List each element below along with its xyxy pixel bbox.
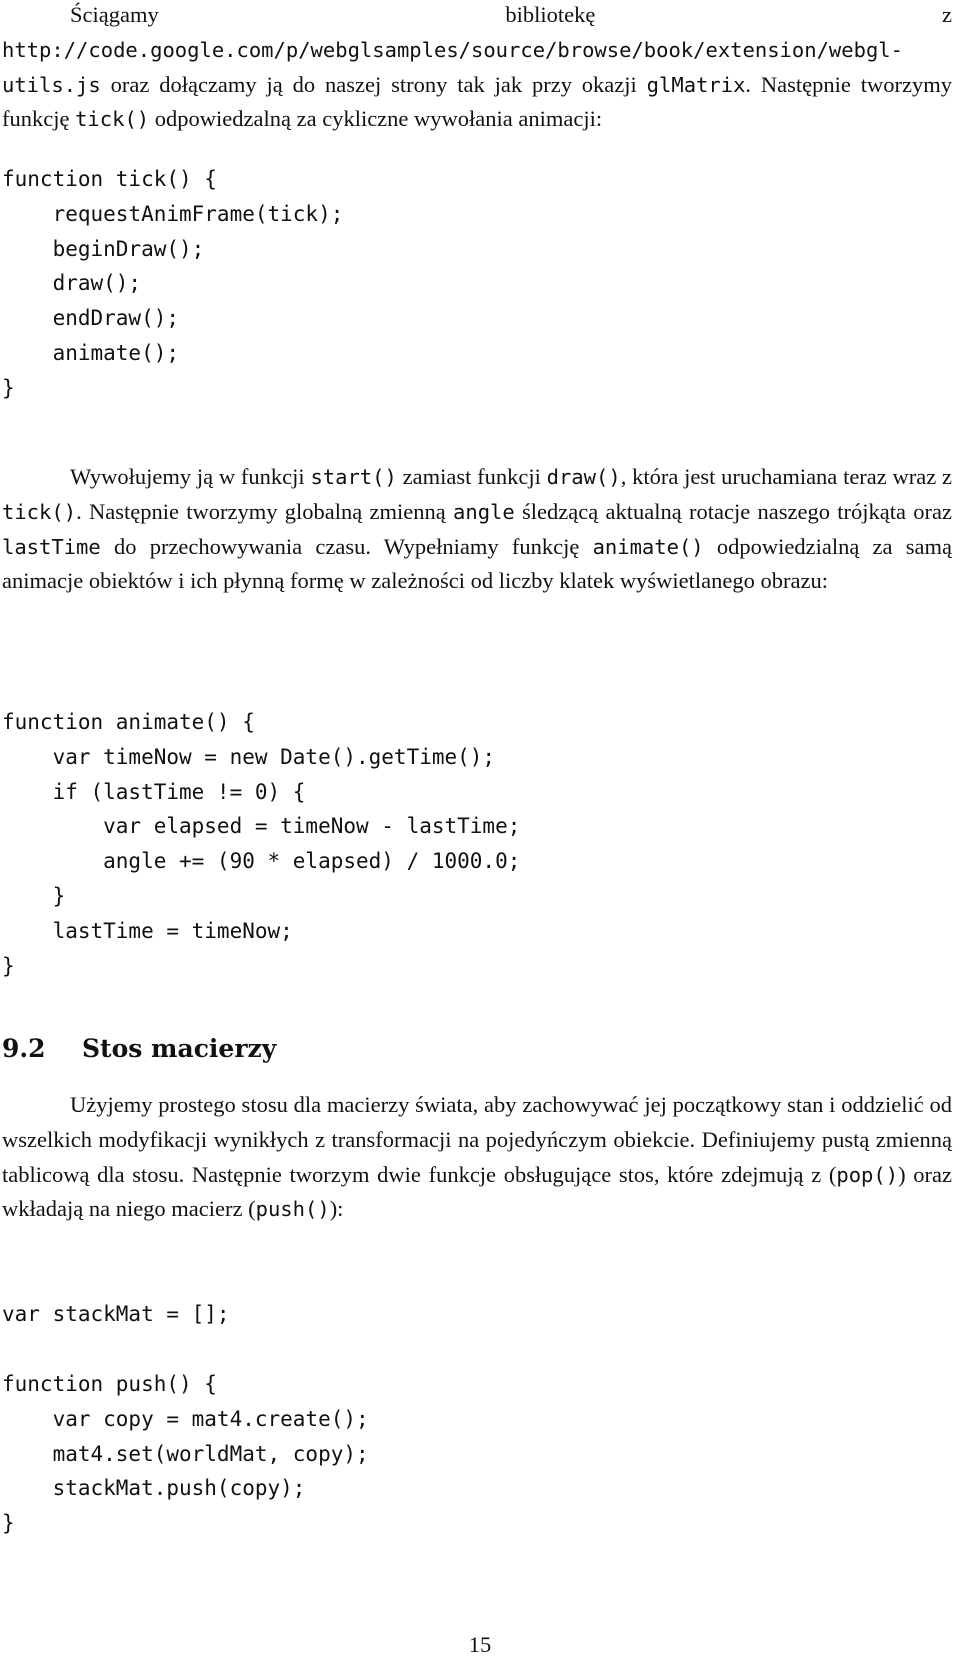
code-line: function animate() {: [2, 710, 255, 734]
code-line: mat4.set(worldMat, copy);: [2, 1441, 369, 1466]
code-line: }: [2, 375, 15, 400]
code-line: stackMat.push(copy);: [2, 1476, 306, 1501]
paragraph-text: , która jest uruchamiana teraz wraz z: [620, 464, 953, 489]
code-line: animate();: [2, 340, 180, 365]
code-line: if (lastTime != 0) {: [2, 779, 306, 804]
code-line: }: [2, 883, 66, 908]
inline-code: tick(): [2, 499, 77, 524]
paragraph-library-download: [2, 0, 952, 137]
paragraph-text: do przechowywania czasu. Wypełniamy funkcję: [100, 533, 593, 559]
paragraph-text: ) oraz wkładają na niego macierz (: [2, 1161, 952, 1222]
inline-code: angle: [453, 499, 515, 524]
code-line: var stackMat = [];: [2, 1302, 230, 1326]
code-block-animate: [2, 705, 520, 983]
inline-code: push(): [255, 1197, 330, 1222]
paragraph-matrix-stack: [2, 1088, 952, 1227]
inline-code: lastTime: [2, 534, 101, 559]
inline-code: pop(): [836, 1162, 899, 1187]
page-number: 15: [468, 1632, 492, 1657]
code-line: requestAnimFrame(tick);: [2, 201, 344, 226]
paragraph-text: . Następnie tworzymy funkcję: [2, 71, 952, 132]
code-block-tick: [2, 162, 343, 406]
section-number: 9.2: [2, 1034, 46, 1063]
code-line: function push() {: [2, 1372, 217, 1396]
inline-code: start(): [310, 465, 397, 489]
paragraph-text: Ściągamy bibliotekę z: [70, 2, 952, 27]
inline-code: glMatrix: [646, 72, 746, 97]
code-block-stack-declaration: [2, 1297, 230, 1332]
code-line: endDraw();: [2, 306, 180, 331]
inline-code: draw(): [546, 465, 621, 489]
inline-code: animate(): [592, 534, 704, 559]
code-line: var timeNow = new Date().getTime();: [2, 744, 496, 769]
section-title: Stos macierzy: [82, 1034, 277, 1063]
code-line: var elapsed = timeNow - lastTime;: [2, 814, 521, 839]
section-heading: [2, 1032, 276, 1066]
code-line: draw();: [2, 271, 142, 296]
code-line: var copy = mat4.create();: [2, 1406, 369, 1431]
code-line: function tick() {: [2, 167, 217, 191]
inline-code: tick(): [75, 107, 150, 132]
paragraph-text: . Następnie tworzymy globalną zmienną: [76, 498, 454, 524]
code-line: beginDraw();: [2, 236, 205, 261]
paragraph-text: śledzącą aktualną rotacje naszego trójkąta oraz: [514, 498, 952, 524]
paragraph-text: Użyjemy prostego stosu dla macierzy świata, aby zachowywać jej początkowy stan i oddzielić od wszelkich modyfikacji wynikłych z transformacji na pojedyńczym obiekcie. Definiujemy pustą zmienną tablicową dla stosu. Następnie tworzym dwie funkcje obsługujące stos, które zdejmują z (: [2, 1092, 952, 1187]
code-line: }: [2, 953, 15, 978]
paragraph-text: oraz dołączamy ją do naszej strony tak jak przy okazji: [100, 71, 647, 97]
code-line: }: [2, 1511, 15, 1536]
paragraph-text: Wywołujemy ją w funkcji: [70, 464, 311, 489]
paragraph-text: odpowiedzalną za cykliczne wywołania animacji:: [149, 106, 603, 132]
inline-code: http://code.google.com/p/webglsamples/source/browse/book/extension/webgl-utils.js: [2, 37, 903, 97]
code-line: angle += (90 * elapsed) / 1000.0;: [2, 849, 521, 874]
paragraph-text: odpowiedzialną za samą animacje obiektów i ich płynną formę w zależności od liczby klatek wyświetlanego obrazu:: [2, 533, 952, 594]
code-block-push-function: [2, 1367, 369, 1541]
paragraph-start-function: [2, 460, 952, 599]
paragraph-text: ):: [329, 1196, 344, 1222]
code-line: lastTime = timeNow;: [2, 918, 293, 943]
paragraph-text: zamiast funkcji: [396, 464, 547, 489]
